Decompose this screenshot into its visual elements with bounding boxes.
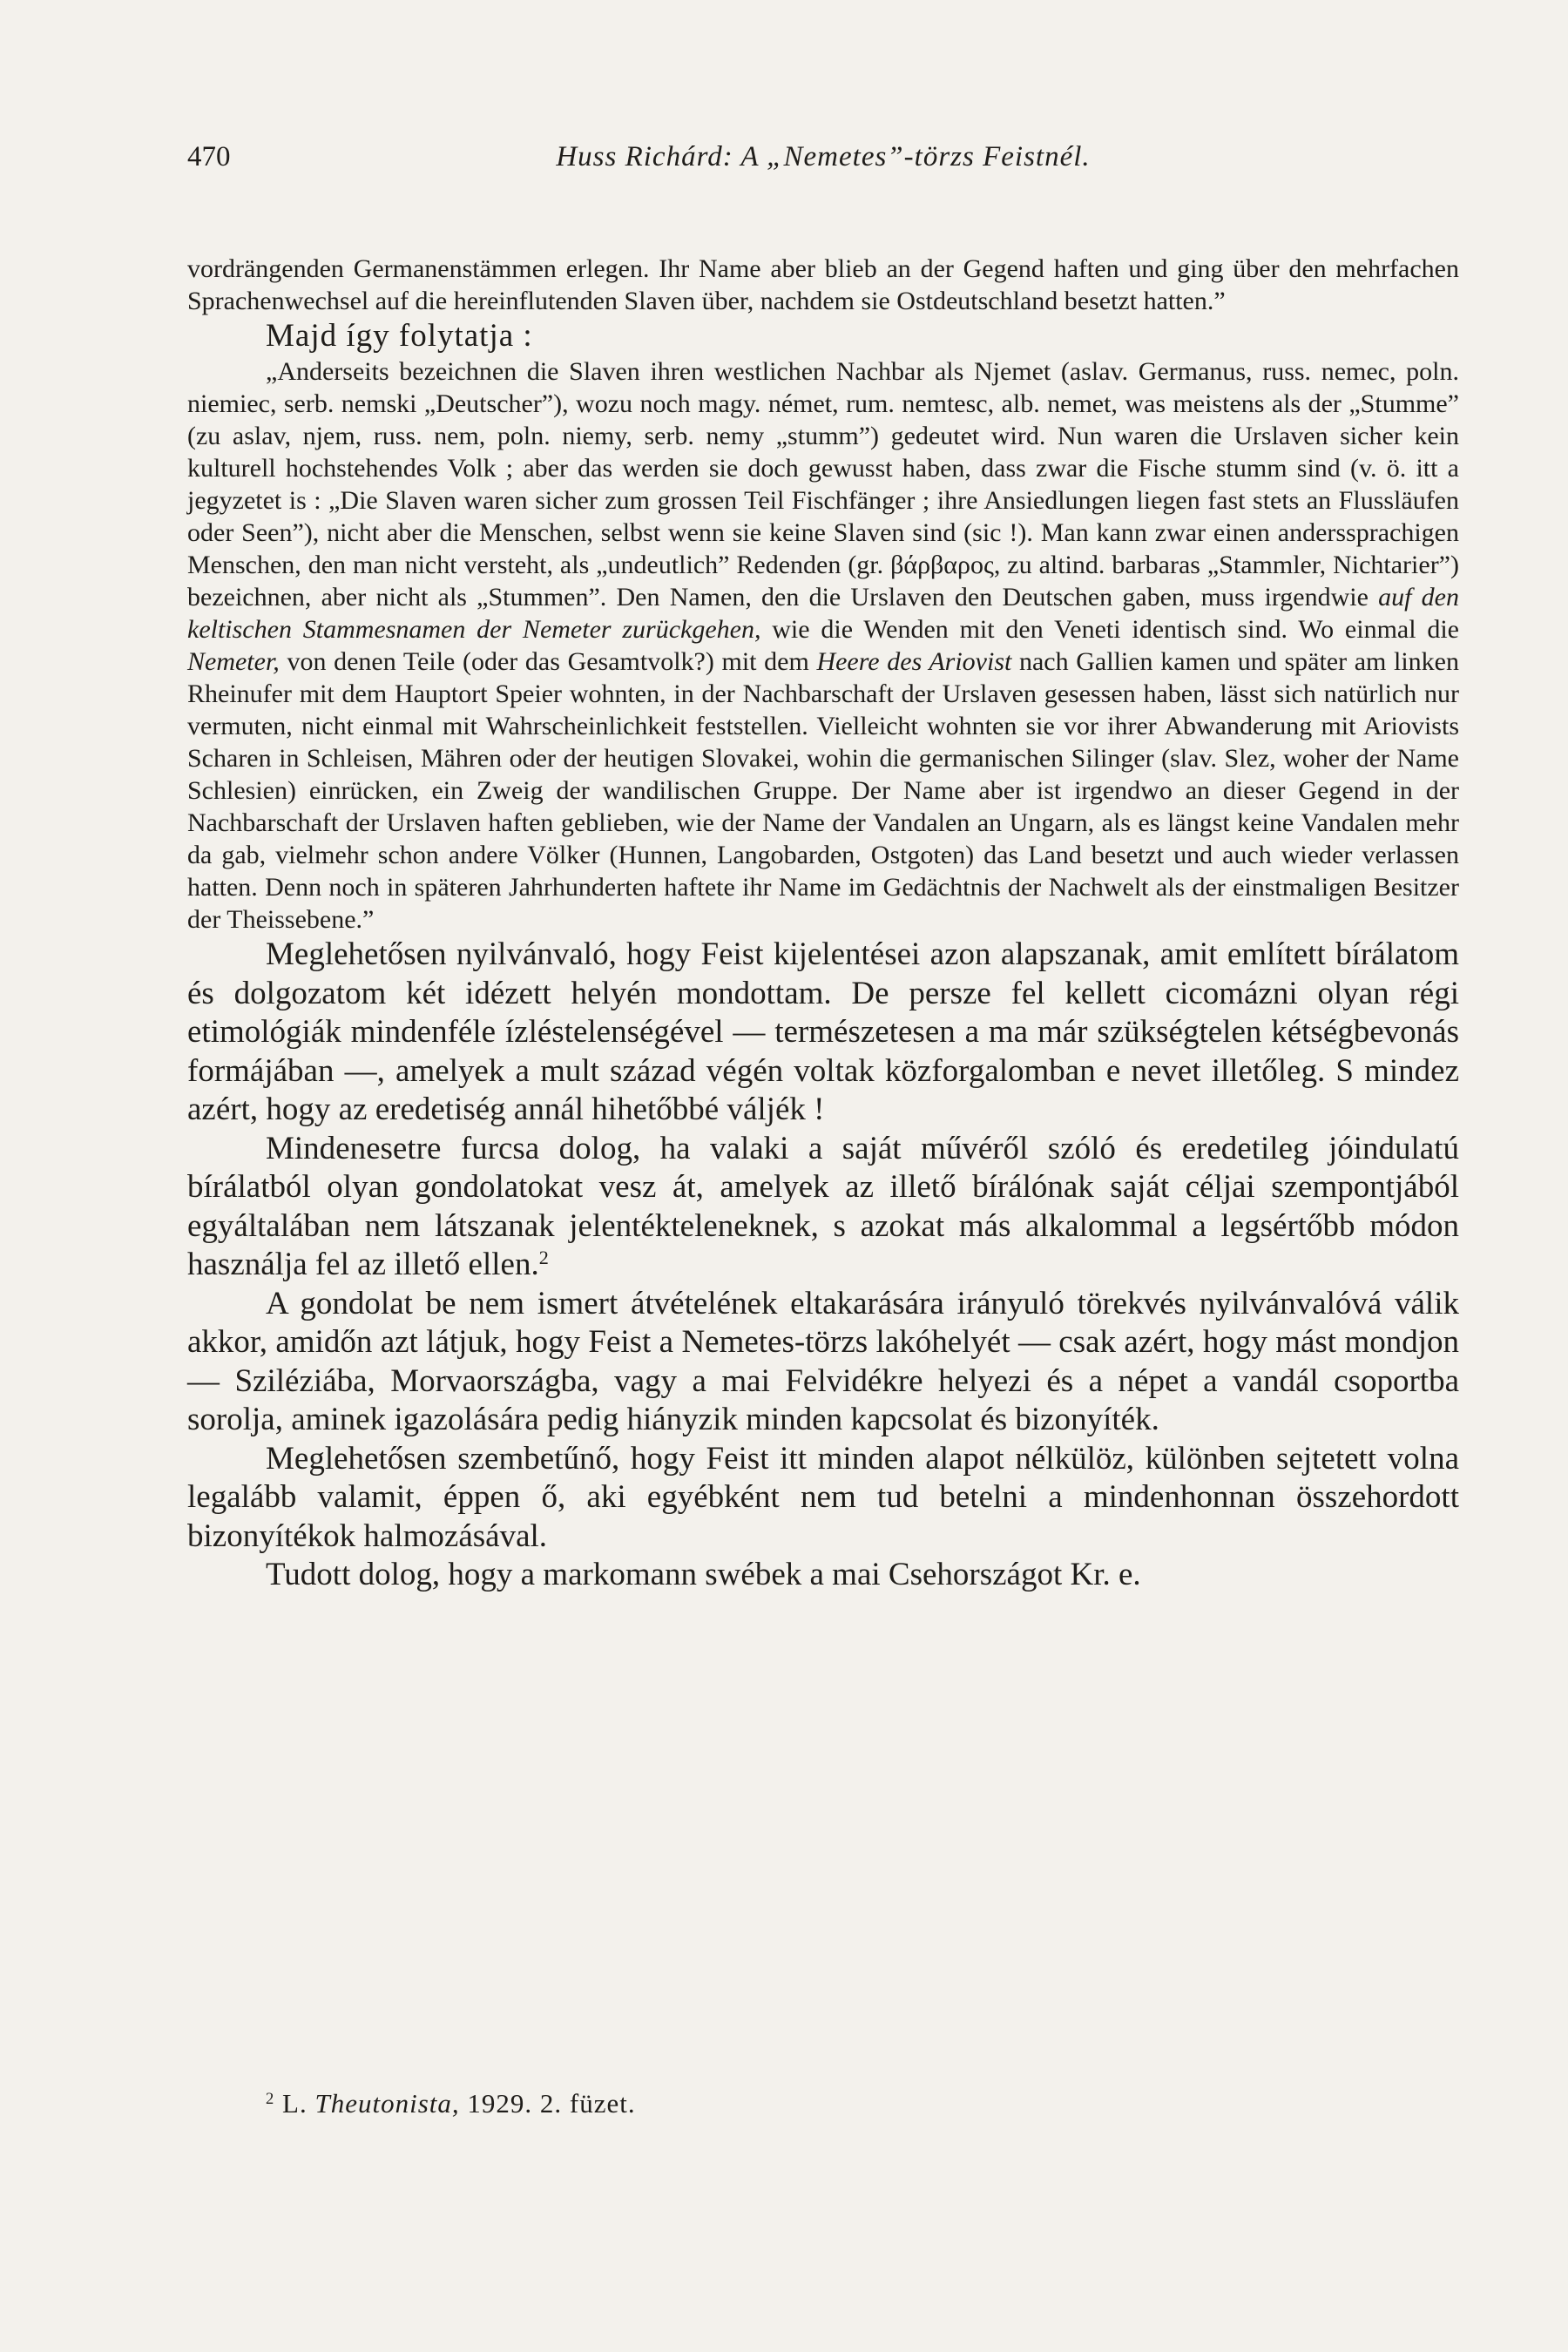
footnote: [266, 2086, 636, 2121]
paragraph-2: [187, 1130, 1459, 1285]
body-text: [187, 253, 1459, 1595]
running-title: Huss Richárd: A „Nemetes”-törzs Feistnél.: [556, 141, 1091, 172]
quote-text-3: von denen Teile (oder das Gesamtvolk?) mit dem: [279, 647, 817, 676]
paragraph-2-text: Mindenesetre furcsa dolog, ha valaki a saját művéről szóló és eredetileg jóindulatú bírálatból olyan gondolatokat vesz át, amelyek az illető bírálónak saját céljai szempontjából egyáltalában nem látszanak jelentékteleneknek, s azokat más alkalommal a legsértőbb módon használja fel az illető ellen.: [187, 1130, 1459, 1282]
footnote-rest: 1929. 2. füzet.: [459, 2088, 636, 2119]
quote-text-1: „Anderseits bezeichnen die Slaven ihren westlichen Nachbar als Njemet (aslav. Germanus, russ. nemec, poln. niemiec, serb. nemski „Deutscher”), wozu noch magy. német, rum. nemtesc, alb. nemet, was meistens als der „Stumme” (zu aslav, njem, russ. nem, poln. niemy, serb. nemy „stumm”) gedeutet wird. Nun waren die Urslaven sicher kein kulturell hochstehendes Volk ; aber das werden sie doch gewusst haben, dass zwar die Fische stumm sind (v. ö. itt a jegyzetet is : „Die Slaven waren sicher zum grossen Teil Fischfänger ; ihre Ansiedlungen liegen fast stets an Flussläufen oder Seen”), nicht aber die Menschen, selbst wenn sie keine Slaven sind (sic !). Man kann zwar einen anderssprachigen Menschen, den man nicht versteht, als „undeutlich” Redenden (gr. βάρβαρος, zu altind. barbaras „Stammler, Nichtarier”) bezeichnen, aber nicht als „Stummen”. Den Namen, den die Urslaven den Deutschen gaben, muss irgendwie: [187, 357, 1459, 612]
paragraph-5: Tudott dolog, hogy a markomann swébek a mai Csehországot Kr. e.: [266, 1557, 1141, 1592]
footnote-mark: 2: [266, 2089, 275, 2108]
quote-italic-3: Heere des Ariovist: [816, 647, 1012, 676]
quote-italic-2: Nemeter,: [187, 647, 280, 676]
page-header: [187, 131, 1459, 183]
paragraph-4: Meglehetősen szembetűnő, hogy Feist itt minden alapot nélkülöz, különben sejtetett volna legalább valamit, éppen ő, aki egyébként nem tud betelni a mindenhonnan összehordott bizonyítékok halmozásával.: [187, 1440, 1459, 1554]
paragraph-1: Meglehetősen nyilvánvaló, hogy Feist kijelentései azon alapszanak, amit említett bírálatom és dolgozatom két idézett helyén mondottam. De persze fel kellett cicomázni olyan régi etimológiák mindenféle ízléstelenségével — természetesen a ma már szükségtelen kétségbevonás formájában —, amelyek a mult század végén voltak közforgalomban e nevet illetőleg. S mindez azért, hogy az eredetiség annál hihetőbbé váljék !: [187, 936, 1459, 1127]
footnote-title: Theutonista,: [314, 2088, 460, 2119]
page-number: 470: [187, 141, 231, 172]
quote-continuation: vordrängenden Germanenstämmen erlegen. Ihr Name aber blieb an der Gegend haften und ging über den mehrfachen Sprachenwechsel auf die hereinflutenden Slaven über, nachdem sie Ostdeutschland besetzt hatten.”: [187, 254, 1459, 315]
quote-italic-1: auf den keltischen Stammesnamen der Nemeter zurückgehen,: [187, 583, 1459, 644]
quote-text-4: nach Gallien kamen und später am linken Rheinufer mit dem Hauptort Speier wohnten, in der Nachbarschaft der Urslaven gesessen haben, lässt sich natürlich nur vermuten, nicht einmal mit Wahrscheinlichkeit feststellen. Vielleicht wohnten sie vor ihrer Abwanderung mit Ariovists Scharen in Schleisen, Mähren oder der heutigen Slovakei, wohin die germanischen Silinger (slav. Slez, woher der Name Schlesien) einrücken, ein Zweig der wandilischen Gruppe. Der Name aber ist irgendwo an dieser Gegend in der Nachbarschaft der Urslaven haften geblieben, wie der Name der Vandalen an Ungarn, als es längst keine Vandalen mehr da gab, vielmehr schon andere Völker (Hunnen, Langobarden, Ostgoten) das Land besetzt und auch wieder verlassen hatten. Denn noch in späteren Jahrhunderten haftete ihr Name im Gedächtnis der Nachwelt als der einstmaligen Besitzer der Theissebene.”: [187, 647, 1459, 934]
quote-intro: Majd így folytatja :: [266, 318, 533, 354]
paragraph-3: A gondolat be nem ismert átvételének eltakarására irányuló törekvés nyilvánvalóvá válik akkor, amidőn azt látjuk, hogy Feist a Nemetes-törzs lakóhelyét — csak azért, hogy mást mondjon — Sziléziába, Morvaországba, vagy a mai Felvidékre helyezi és a népet a vandál csoportba sorolja, aminek igazolására pedig hiányzik minden kapcsolat és bizonyíték.: [187, 1285, 1459, 1437]
quote-block: [187, 355, 1459, 936]
quote-text-2: wie die Wenden mit den Veneti identisch sind. Wo einmal die: [760, 615, 1459, 644]
footnote-reference: 2: [538, 1246, 549, 1268]
footnote-prefix: L.: [282, 2088, 315, 2119]
